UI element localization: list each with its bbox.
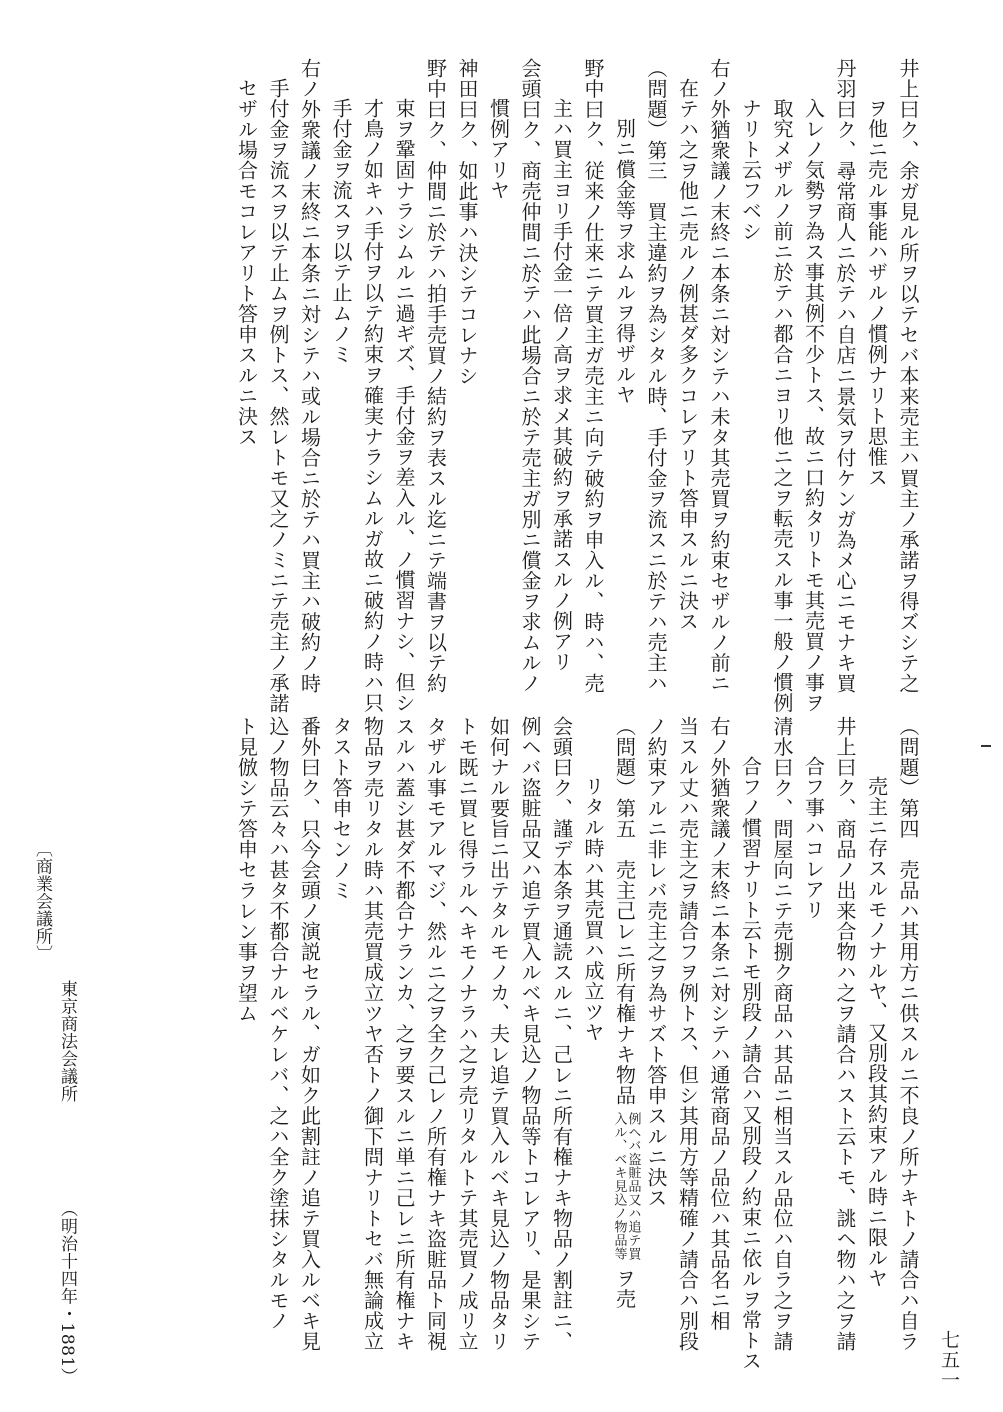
text-line: 右ノ外衆議ノ末終ニ本条ニ対シテハ或ル場合ニ於テハ買主ハ破約ノ時 xyxy=(297,58,322,694)
text-line: 在テハ之ヲ他ニ売ルノ例甚ダ多クコレアリト答申スルニ決ス xyxy=(675,78,700,632)
text-line: 右ノ外猶衆議ノ末終ニ本条ニ対シテハ通常商品ノ品位ハ其品名ニ相 xyxy=(707,716,731,1331)
text-line: セザル場合モコレアリト答申スルニ決ス xyxy=(234,78,259,447)
text-line: 手付金ヲ流スヲ以テ止ムヲ例トス、然レトモ又之ノミニテ売主ノ承諾 xyxy=(266,78,290,714)
annotation-note xyxy=(612,1112,640,1261)
text-line: 合フ事ハコレアリ xyxy=(801,756,826,920)
text-line: 込ノ物品云々ハ甚タ不都合ナルベケレバ、之ハ全ク塗抹シタルモノ xyxy=(266,716,290,1331)
text-line: 主ハ買主ヨリ手付金一倍ノ高ヲ求メ其破約ヲ承諾スルノ例アリ xyxy=(549,98,574,672)
text-line: 取究メザルノ前ニ於テハ都合ニヨリ他ニ之ヲ転売スル事一般ノ慣例 xyxy=(770,98,794,713)
text-line: 如何ナル要旨ニ出テタルモノカ、夫レ追テ買入ルベキ見込ノ物品タリ xyxy=(486,716,511,1352)
text-line: 当スル丈ハ売主之ヲ請合フヲ例トス、但シ其用方等精確ノ請合ハ別段 xyxy=(675,716,700,1352)
text-line: 番外曰ク、只今会頭ノ演説セラル、ガ如ク此割註ノ追テ買入ルベキ見 xyxy=(297,716,322,1352)
text-line: 入レノ気勢ヲ為ス事其例不少トス、故ニ口約タリトモ其売買ノ事ヲ xyxy=(801,98,826,713)
text-line: タザル事モアルマジ、然ルニ之ヲ全ク己レノ所有権ナキ盗賍品ト同視 xyxy=(423,716,448,1352)
text-line: ヲ他ニ売ル事能ハザルノ慣例ナリト思惟ス xyxy=(864,98,889,488)
text-line: 井上曰ク、余ガ見ル所ヲ以テセバ本来売主ハ買主ノ承諾ヲ得ズシテ之 xyxy=(896,58,920,694)
upper-text-block xyxy=(230,58,923,714)
footer-category: 〔商業会議所〕 xyxy=(32,840,52,963)
text-line: 野中曰ク、仲間ニ於テハ拍手売買ノ結約ヲ表スル迄ニテ端書ヲ以テ約 xyxy=(423,58,448,694)
page-number: 七五一 xyxy=(938,1330,960,1390)
text-line: 会頭曰ク、謹デ本条ヲ通読スルニ、己レニ所有権ナキ物品ノ割註ニ、 xyxy=(549,716,574,1352)
text-line: 手付金ヲ流スヲ以テ止ムノミ xyxy=(329,98,353,365)
text-line: 清水曰ク、問屋向ニテ売捌ク商品ハ其品ニ相当スル品位ハ自ラ之ヲ請 xyxy=(770,716,794,1352)
text-line: トモ既ニ買ヒ得ラルヘキモノナラハ之ヲ売リタルトテ其売買ノ成リ立 xyxy=(455,716,479,1352)
text-line: スルハ蓋シ甚ダ不都合ナランカ、之ヲ要スルニ単ニ己レニ所有権ナキ xyxy=(392,716,416,1352)
annotation-note-line-1: 例ヘバ盗賍品又ハ追テ買 xyxy=(625,1112,641,1261)
text-line: リタル時ハ其売買ハ成立ツヤ xyxy=(581,776,605,1043)
text-line: 慣例アリヤ xyxy=(486,98,511,201)
text-line: 丹羽曰ク、尋常商人ニ於テハ自店ニ景気ヲ付ケンガ為メ心ニモナキ買 xyxy=(833,58,857,694)
text-line: （問題）第四 売品ハ其用方ニ供スルニ不良ノ所ナキトノ請合ハ自ラ xyxy=(896,716,920,1352)
text-line: 野中曰ク、従来ノ仕来ニテ買主ガ売主ニ向テ破約ヲ申入ル、時ハ、売 xyxy=(581,58,605,694)
footer-era: （明治十四年・1881） xyxy=(57,1200,77,1386)
text-line: 井上曰ク、商品ノ出来合物ハ之ヲ請合ハスト云トモ、誂ヘ物ハ之ヲ請 xyxy=(833,716,857,1352)
text-line: タスト答申センノミ xyxy=(329,716,353,901)
text-line: ト見倣シテ答申セラレン事ヲ望ム xyxy=(234,716,259,1024)
text-line: 売主ニ存スルモノナルヤ、又別段其約束アル時ニ限ルヤ xyxy=(864,776,889,1289)
annotation-note-line-2: 入ル、ベキ見込ノ物品等 xyxy=(611,1112,627,1261)
text-line: 物品ヲ売リタル時ハ其売買成立ツヤ否トノ御下問ナリトセバ無論成立 xyxy=(360,716,385,1352)
text-line: 例ヘバ盗賍品又ハ追テ買入ルベキ見込ノ物品等トコレアリ、是果シテ xyxy=(518,716,542,1352)
text-line: 束ヲ鞏固ナラシムルニ過ギズ、手付金ヲ差入ル、ノ慣習ナシ、但シ xyxy=(392,98,416,713)
question-five-tail: ヲ売 xyxy=(612,1267,637,1309)
margin-dash xyxy=(981,745,991,747)
text-line: 神田曰ク、如此事ハ決シテコレナシ xyxy=(455,58,479,386)
text-line: 右ノ外猶衆議ノ末終ニ本条ニ対シテハ未タ其売買ヲ約束セザルノ前ニ xyxy=(707,58,731,694)
text-line: （問題）第三 買主違約ヲ為シタル時、手付金ヲ流スニ於テハ売主ハ xyxy=(644,58,668,694)
question-five-line xyxy=(608,716,640,1356)
text-line: 会頭曰ク、商売仲間ニ於テハ此場合ニ於テ売主ガ別ニ償金ヲ求ムルノ xyxy=(518,58,542,694)
footer-organization-name: 東京商法会議所 xyxy=(57,980,77,1103)
text-line: 才鳥ノ如キハ手付ヲ以テ約束ヲ確実ナラシムルガ故ニ破約ノ時ハ只 xyxy=(360,98,385,713)
lower-text-block xyxy=(230,716,923,1371)
question-five-text: （問題）第五 売主己レニ所有権ナキ物品 xyxy=(612,716,637,1106)
text-line: ナリト云フベシ xyxy=(738,98,763,242)
text-line: 別ニ償金等ヲ求ムルヲ得ザルヤ xyxy=(612,118,637,405)
text-line: 合フノ慣習ナリト云トモ別段ノ請合ハ又別段ノ約束ニ依ルヲ常トス xyxy=(738,756,763,1371)
text-line: ノ約束アルニ非レバ売主之ヲ為サズト答申スルニ決ス xyxy=(644,716,668,1208)
